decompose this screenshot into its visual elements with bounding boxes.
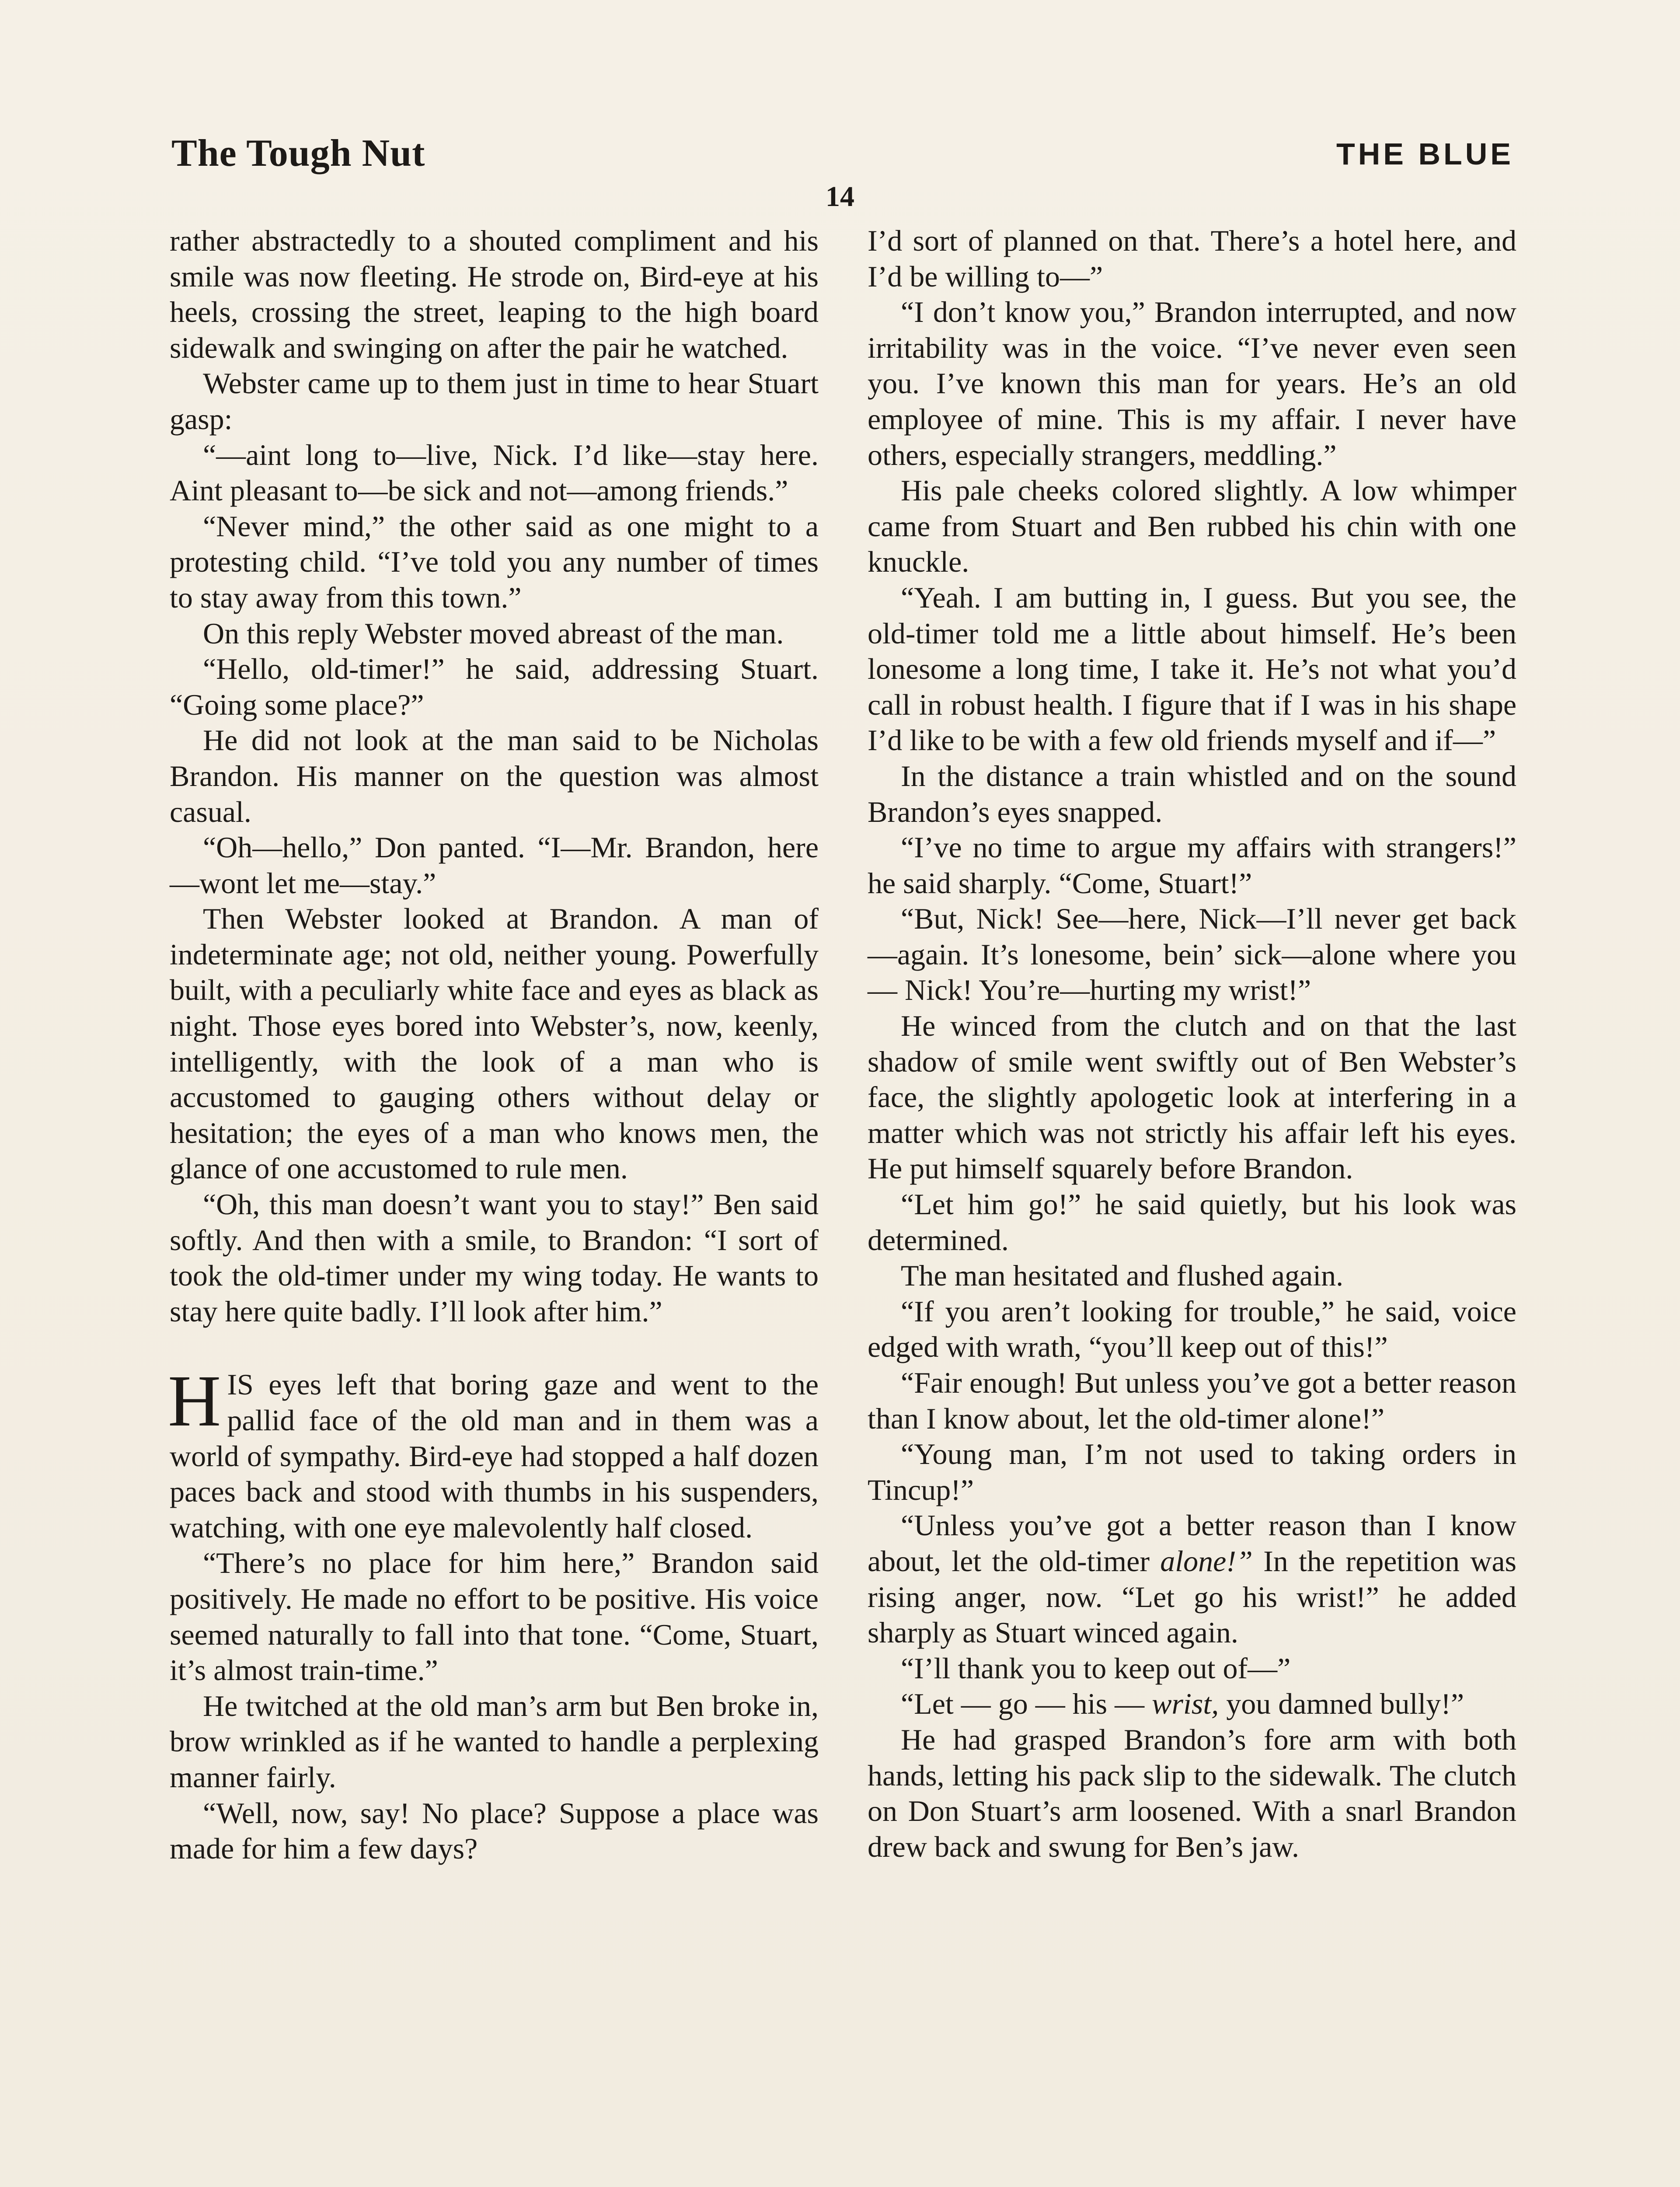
paragraph: He twitched at the old man’s arm but Ben broke in, brow wrinkled as if he wanted to handle a perplexing manner fairly.: [170, 1689, 819, 1794]
paragraph: “I’ve no time to argue my affairs with strangers!” he said sharply. “Come, Stuart!”: [868, 831, 1516, 900]
paragraph: “Oh, this man doesn’t want you to stay!” Ben said softly. And then with a smile, to Brandon: “I sort of took the old-timer under my wing today. He wants to stay here quite badly. I’ll look after him.”: [170, 1188, 819, 1328]
paragraph: The man hesitated and flushed again.: [901, 1259, 1344, 1293]
paragraph: His pale cheeks colored slightly. A low whimper came from Stuart and Ben rubbed his chin with one knuckle.: [868, 474, 1516, 579]
paragraph-continuation: I’d sort of planned on that. There’s a hotel here, and I’d be willing to—”: [868, 224, 1516, 293]
paragraph: He winced from the clutch and on that the last shadow of smile went swiftly out of Ben Webster’s face, the slightly apologetic look at interfering in a matter which was not strictly his affair left his eyes. He put himself squarely before Brandon.: [868, 1009, 1516, 1185]
paragraph: “But, Nick! See—here, Nick—I’ll never get back—again. It’s lonesome, bein’ sick—alone where you— Nick! You’re—hurting my wrist!”: [868, 902, 1516, 1007]
paragraph: On this reply Webster moved abreast of the man.: [203, 616, 784, 650]
paragraph: “Never mind,” the other said as one might to a protesting child. “I’ve told you any number of times to stay away from this town.”: [170, 509, 819, 614]
right-column: [868, 223, 1516, 1865]
paragraph-wrist: [868, 1686, 1516, 1722]
paragraph: Webster came up to them just in time to hear Stuart gasp:: [170, 367, 819, 436]
paragraph: He had grasped Brandon’s fore arm with both hands, letting his pack slip to the sidewalk. The clutch on Don Stuart’s arm loosened. With a snarl Brandon drew back and swung for Ben’s jaw.: [868, 1722, 1516, 1863]
drop-cap: H: [168, 1360, 221, 1442]
paragraph: Then Webster looked at Brandon. A man of indeterminate age; not old, neither young. Powerfully built, with a peculiarly white face and eyes as black as night. Those eyes bored into Webster’s, now, keenly, intelligently, with the look of a man who is accustomed to gauging others without delay or hesitation; the eyes of a man who knows men, the glance of one accustomed to rule men.: [170, 902, 819, 1185]
paragraph: “Oh—hello,” Don panted. “I—Mr. Brandon, here—wont let me—stay.”: [170, 831, 819, 900]
paragraph: rather abstractedly to a shouted compliment and his smile was now fleeting. He strode on, Bird-eye at his heels, crossing the street, leaping to the high board sidewalk and swinging on after the pair he watched.: [170, 224, 819, 364]
paragraph: “—aint long to—live, Nick. I’d like—stay here. Aint pleasant to—be sick and not—among friends.”: [170, 438, 819, 507]
italic-run: wrist,: [1152, 1687, 1219, 1721]
paragraph: He did not look at the man said to be Nicholas Brandon. His manner on the question was almost casual.: [170, 723, 819, 828]
paragraph: “There’s no place for him here,” Brandon said positively. He made no effort to be positive. His voice seemed naturally to fall into that tone. “Come, Stuart, it’s almost train-time.”: [170, 1546, 819, 1687]
paragraph: “I’ll thank you to keep out of—”: [901, 1651, 1291, 1685]
section-first-text: IS eyes left that boring gaze and went to the pallid face of the old man and in them was a world of sympathy. Bird-eye had stopped a half dozen paces back and stood with thumbs in his suspenders, watching, with one eye malevolently half closed.: [170, 1368, 819, 1544]
text-run: “Unless you’ve got a better reason than I know about, let the old-timer: [868, 1509, 1516, 1578]
italic-run: alone!”: [1160, 1544, 1253, 1578]
left-column: [170, 223, 819, 1867]
paragraph: “Fair enough! But unless you’ve got a better reason than I know about, let the old-timer alone!”: [868, 1366, 1516, 1435]
section-opening-paragraph: [168, 1360, 819, 1545]
paragraph-alone: [868, 1508, 1516, 1650]
magazine-name: THE BLUE: [1336, 137, 1514, 171]
text-run: “Let — go — his —: [901, 1687, 1152, 1721]
paragraph: “I don’t know you,” Brandon interrupted, and now irritability was in the voice. “I’ve never even seen you. I’ve known this man for years. He’s an old employee of mine. This is my affair. I never have others, especially strangers, meddling.”: [868, 295, 1516, 472]
paragraph: “Young man, I’m not used to taking orders in Tincup!”: [868, 1437, 1516, 1506]
page-number: 14: [826, 181, 854, 213]
text-run: In the repetition was rising anger, now. “Let go his wrist!” he added sharply as Stuart winced again.: [868, 1544, 1516, 1649]
paragraph: “Let him go!” he said quietly, but his look was determined.: [868, 1188, 1516, 1257]
paragraph: “Hello, old-timer!” he said, addressing Stuart. “Going some place?”: [170, 652, 819, 721]
paragraph: “Yeah. I am butting in, I guess. But you see, the old-timer told me a little about himself. He’s been lonesome a long time, I take it. He’s not what you’d call in robust health. I figure that if I was in his shape I’d like to be with a few old friends myself and if—”: [868, 580, 1516, 757]
paragraph: In the distance a train whistled and on the sound Brandon’s eyes snapped.: [868, 759, 1516, 828]
story-title: The Tough Nut: [171, 132, 425, 175]
text-run: you damned bully!”: [1219, 1687, 1464, 1721]
paragraph: “Well, now, say! No place? Suppose a place was made for him a few days?: [170, 1796, 819, 1866]
paragraph: “If you aren’t looking for trouble,” he said, voice edged with wrath, “you’ll keep out of this!”: [868, 1294, 1516, 1364]
